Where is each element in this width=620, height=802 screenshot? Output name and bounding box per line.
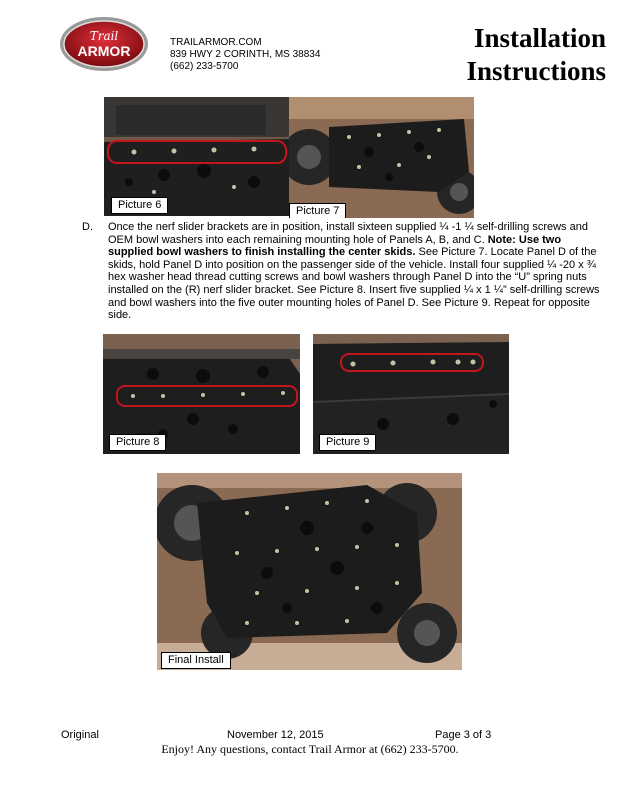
footer-page-number: Page 3 of 3 (435, 729, 492, 741)
step-text-b: See Picture 7. Locate Panel D of the skids, hold Panel D into position on the passenger side of the vehicle. Install four supplied ¼ -20 x ¾ hex washer head thread cutting screws and bowl washers through Panel D into the “U” spring nuts installed on the (R) nerf slider bracket. See Picture 8. Insert five supplied ¼ x 1 ¼” self-drilling screws and bowl washers into the five outer mounting holes of Panel D. See Picture 9. Repeat for opposite side. (108, 246, 600, 322)
svg-text:Trail: Trail (89, 29, 119, 43)
title-installation: Installation (473, 23, 606, 53)
footer-date: November 12, 2015 (227, 729, 324, 741)
picture-9-photo (313, 334, 509, 454)
footer-contact-note: Enjoy! Any questions, contact Trail Armor at (662) 233-5700. (161, 742, 459, 756)
picture-9-caption: Picture 9 (319, 434, 376, 451)
step-d-text (108, 221, 608, 322)
title-instructions: Instructions (466, 56, 606, 86)
picture-7-photo (289, 97, 474, 218)
final-install-caption: Final Install (161, 652, 231, 669)
step-letter: D. (82, 221, 93, 233)
picture-6-photo (104, 97, 290, 216)
trail-armor-logo (58, 14, 150, 74)
picture-7-caption: Picture 7 (289, 203, 346, 218)
step-text-a: Once the nerf slider brackets are in position, install sixteen supplied ¼ -1 ¼ self-drilling screws and OEM bowl washers into each remaining mounting hole of Panels A, B, and C. (108, 221, 588, 246)
picture-6-caption: Picture 6 (111, 197, 168, 214)
company-website: TRAILARMOR.COM (170, 37, 262, 48)
final-install-photo (157, 473, 462, 670)
picture-8-photo (103, 334, 300, 454)
footer-original: Original (61, 729, 99, 741)
step-note: Note: Use two supplied bowl washers to finish installing the center skids. (108, 233, 562, 259)
company-phone: (662) 233-5700 (170, 61, 239, 72)
svg-text:ARMOR: ARMOR (77, 43, 131, 59)
company-address: 839 HWY 2 CORINTH, MS 38834 (170, 49, 321, 60)
picture-8-caption: Picture 8 (109, 434, 166, 451)
